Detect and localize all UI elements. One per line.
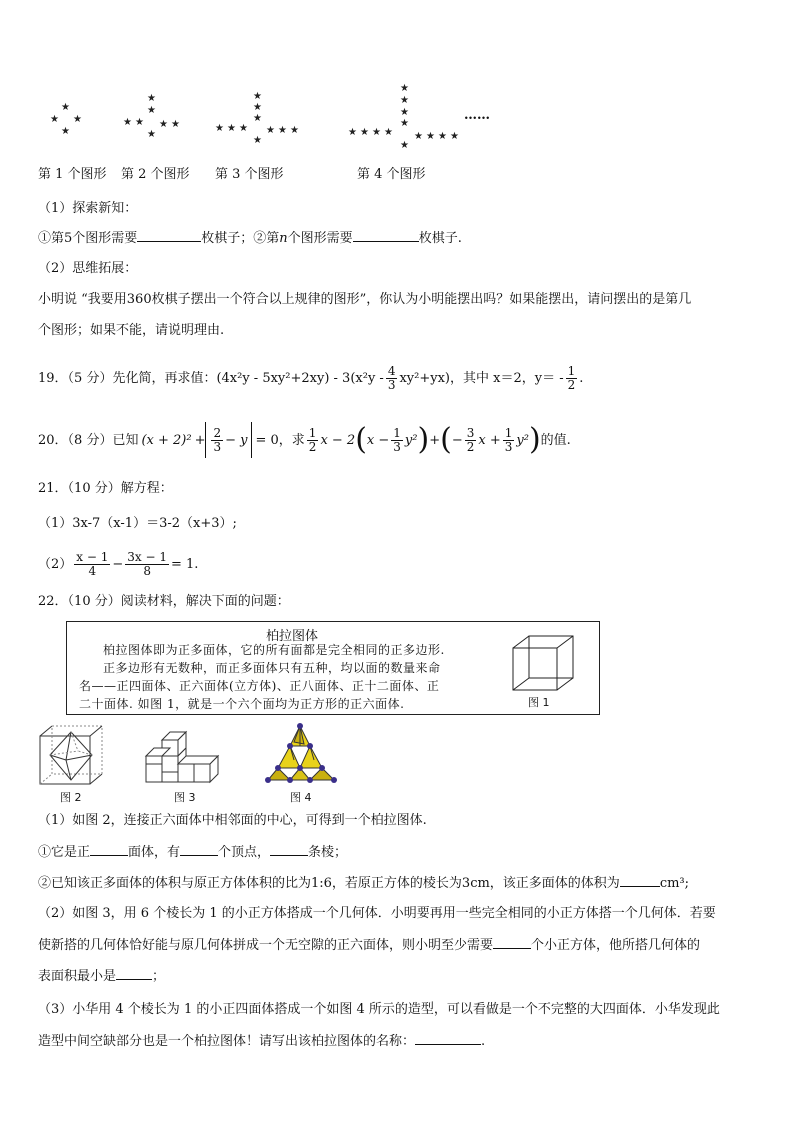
text: 个小正方体，他所搭几何体的 [531, 938, 701, 953]
q18-text-d: 枚棋子. [418, 231, 462, 246]
q20-end: 的值. [540, 432, 571, 448]
fig1-caption: 图 1 [528, 696, 550, 709]
q21-eq2 [38, 546, 198, 582]
answer-blank[interactable] [415, 1032, 481, 1045]
numerator: 1 [504, 425, 513, 440]
absolute-value [205, 422, 251, 458]
q19-text-mid: xy²+yx)，其中 x＝2，y＝ - [399, 370, 564, 386]
text: 个顶点， [218, 845, 271, 860]
q21-eq2-label: （2） [38, 556, 73, 572]
star-icon: ★ [414, 131, 423, 142]
answer-blank[interactable] [180, 843, 218, 856]
q20-line [38, 418, 571, 462]
star-icon: ★ [450, 131, 459, 142]
q20-term: x + [478, 432, 501, 448]
denominator: 2 [308, 439, 317, 454]
fraction [391, 427, 403, 454]
fraction [125, 551, 169, 578]
numerator: 1 [308, 425, 317, 440]
star-icon: ★ [400, 83, 409, 94]
fraction [465, 427, 477, 454]
left-paren: ( [440, 422, 452, 457]
figure-label-1: 第 1 个图形 [38, 167, 107, 182]
q18-text-c: 个图形需要 [287, 231, 353, 246]
q20-term: y² [516, 432, 529, 448]
q20-term1: (x + 2)² [141, 432, 192, 448]
reading-material-box [66, 621, 600, 715]
q20-term: x − [366, 432, 390, 448]
star-icon: ★ [215, 123, 224, 134]
fraction [386, 365, 398, 392]
answer-blank[interactable] [137, 229, 201, 242]
star-icon: ★ [50, 114, 59, 125]
figure-label-2: 第 2 个图形 [121, 167, 190, 182]
star-icon: ★ [426, 131, 435, 142]
star-icon: ★ [135, 117, 144, 128]
text: 条棱； [308, 845, 348, 860]
denominator: 4 [88, 563, 97, 578]
q18-text-a: ①第5个图形需要 [38, 231, 138, 246]
text: 面体，有 [128, 845, 181, 860]
star-icon: ★ [147, 93, 156, 104]
right-paren: ) [528, 422, 541, 457]
star-icon: ★ [290, 125, 299, 136]
fraction [503, 427, 515, 454]
q22-part2-line1: （2）如图 3，用 6 个棱长为 1 的小正方体搭成一个几何体．小明要再用一些完全相同的小正方体搭一个几何体．若要 [38, 906, 716, 921]
fraction [307, 427, 319, 454]
numerator: 2 [213, 425, 222, 440]
q20-term: x − 2 [320, 432, 356, 448]
numerator: 3 [466, 425, 475, 440]
fig3-caption: 图 3 [174, 791, 196, 804]
fraction [74, 551, 110, 578]
text: 使新搭的几何体恰好能与原几何体拼成一个无空隙的正六面体，则小明至少需要 [38, 938, 494, 953]
star-icon: ★ [438, 131, 447, 142]
var-n: n [279, 231, 288, 246]
star-icon: ★ [123, 117, 132, 128]
reading-line-1: 柏拉图体即为正多面体，它的所有面都是完全相同的正多边形. [103, 643, 445, 657]
star-icon: ★ [253, 102, 262, 113]
minus-sign: − [112, 556, 124, 572]
denominator: 3 [387, 377, 396, 392]
star-icon: ★ [73, 114, 82, 125]
denominator: 2 [567, 377, 576, 392]
text: 表面积最小是 [38, 969, 117, 984]
text: 造型中间空缺部分也是一个柏拉图体！请写出该柏拉图体的名称： [38, 1034, 416, 1049]
fraction [566, 365, 578, 392]
star-icon: ★ [227, 123, 236, 134]
plus-sign: + [194, 432, 206, 448]
star-icon: ★ [253, 113, 262, 124]
q19-text: 19．（5 分）先化简，再求值：(4x²y - 5xy²+2xy) - 3(x²y - [38, 370, 384, 386]
star-icon: ★ [239, 123, 248, 134]
text: ①它是正 [38, 845, 91, 860]
star-icon: ★ [400, 107, 409, 118]
numerator: 4 [387, 363, 396, 378]
q20-eq0: = 0，求 [255, 432, 305, 448]
star-icon: ★ [171, 119, 180, 130]
reading-title: 柏拉图体 [265, 629, 318, 644]
q18-part1-label: （1）探索新知： [38, 201, 138, 216]
numerator: 1 [393, 425, 401, 440]
star-icon: ★ [159, 119, 168, 130]
q22-part2-line2 [38, 936, 700, 954]
star-icon: ★ [278, 125, 287, 136]
abs-tail: − y [225, 432, 248, 448]
plus-sign: + [429, 432, 441, 448]
q20-text: 20．（8 分）已知 [38, 432, 139, 448]
denominator: 3 [393, 439, 401, 454]
ellipsis: …… [464, 108, 490, 123]
star-icon: ★ [253, 91, 262, 102]
denominator: 3 [213, 439, 222, 454]
star-icon: ★ [400, 118, 409, 129]
fig4-caption: 图 4 [290, 791, 312, 804]
q22-part1b [38, 874, 689, 892]
reading-line-3: 名——正四面体、正六面体(立方体)、正八面体、正十二面体、正 [79, 679, 440, 693]
q19-end: . [579, 370, 584, 386]
star-icon: ★ [266, 125, 275, 136]
text: . [481, 1034, 486, 1049]
star-icon: ★ [400, 140, 409, 151]
answer-blank[interactable] [116, 967, 152, 980]
star-icon: ★ [147, 105, 156, 116]
q18-part1-line [38, 229, 462, 247]
q22-part1: （1）如图 2，连接正六面体中相邻面的中心，可得到一个柏拉图体. [38, 813, 427, 828]
star-icon: ★ [147, 129, 156, 140]
text: ②已知该正多面体的体积与原正方体体积的比为1:6，若原正方体的棱长为3cm，该正多面体的体积为 [38, 876, 620, 891]
star-icon: ★ [348, 127, 357, 138]
fig2-caption: 图 2 [60, 791, 82, 804]
numerator: x − 1 [76, 549, 109, 564]
answer-blank[interactable] [620, 874, 660, 887]
q18-part2-line2: 个图形；如果不能，请说明理由. [38, 323, 225, 338]
cubes-figure [144, 728, 222, 786]
minus-sign: − [451, 432, 463, 448]
figure-label-3: 第 3 个图形 [215, 167, 284, 182]
fraction [211, 427, 223, 454]
reading-line-2: 正多边形有无数种，而正多面体只有五种，均以面的数量来命 [103, 661, 441, 675]
tetrahedra-figure [264, 722, 340, 784]
star-icon: ★ [253, 135, 262, 146]
q22-part2-line3 [38, 967, 165, 985]
star-icon: ★ [400, 95, 409, 106]
q21-eq1: （1）3x-7（x-1）＝3-2（x+3）; [38, 516, 237, 531]
star-icon: ★ [61, 102, 70, 113]
q18-text-b: 枚棋子；②第 [201, 231, 280, 246]
q20-term: y² [404, 432, 418, 448]
left-paren: ( [355, 422, 367, 457]
numerator: 3x − 1 [127, 549, 168, 564]
denominator: 2 [466, 439, 475, 454]
star-icon: ★ [384, 127, 393, 138]
q22-part1a [38, 843, 347, 861]
q18-part2-line1: 小明说 “我要用360枚棋子摆出一个符合以上规律的图形”，你认为小明能摆出吗？如果能摆出，请问摆出的是第几 [38, 292, 692, 307]
star-icon: ★ [61, 126, 70, 137]
q22-title: 22．（10 分）阅读材料，解决下面的问题： [38, 594, 290, 609]
q19-line [38, 358, 583, 398]
text: ； [152, 969, 166, 984]
answer-blank[interactable] [493, 936, 531, 949]
q18-part2-label: （2）思维拓展： [38, 261, 138, 276]
star-icon: ★ [360, 127, 369, 138]
octahedron-in-cube-figure [38, 724, 104, 786]
star-figures [0, 0, 794, 160]
denominator: 3 [504, 439, 513, 454]
star-icon: ★ [372, 127, 381, 138]
q22-part3-line1: （3）小华用 4 个棱长为 1 的小正四面体搭成一个如图 4 所示的造型，可以看做是一个不完整的大四面体．小华发现此 [38, 1002, 720, 1017]
q21-eq2-end: = 1. [171, 556, 199, 572]
cube-figure-1 [511, 634, 583, 692]
answer-blank[interactable] [353, 229, 419, 242]
right-paren: ) [417, 422, 430, 457]
q21-title: 21．（10 分）解方程： [38, 481, 173, 496]
answer-blank[interactable] [90, 843, 128, 856]
q22-part3-line2 [38, 1032, 485, 1050]
denominator: 8 [143, 563, 151, 578]
text: cm³; [659, 876, 690, 891]
reading-line-4: 二十面体. 如图 1，就是一个六个面均为正方形的正六面体. [79, 697, 405, 711]
numerator: 1 [567, 363, 576, 378]
answer-blank[interactable] [270, 843, 308, 856]
figure-label-4: 第 4 个图形 [357, 167, 426, 182]
